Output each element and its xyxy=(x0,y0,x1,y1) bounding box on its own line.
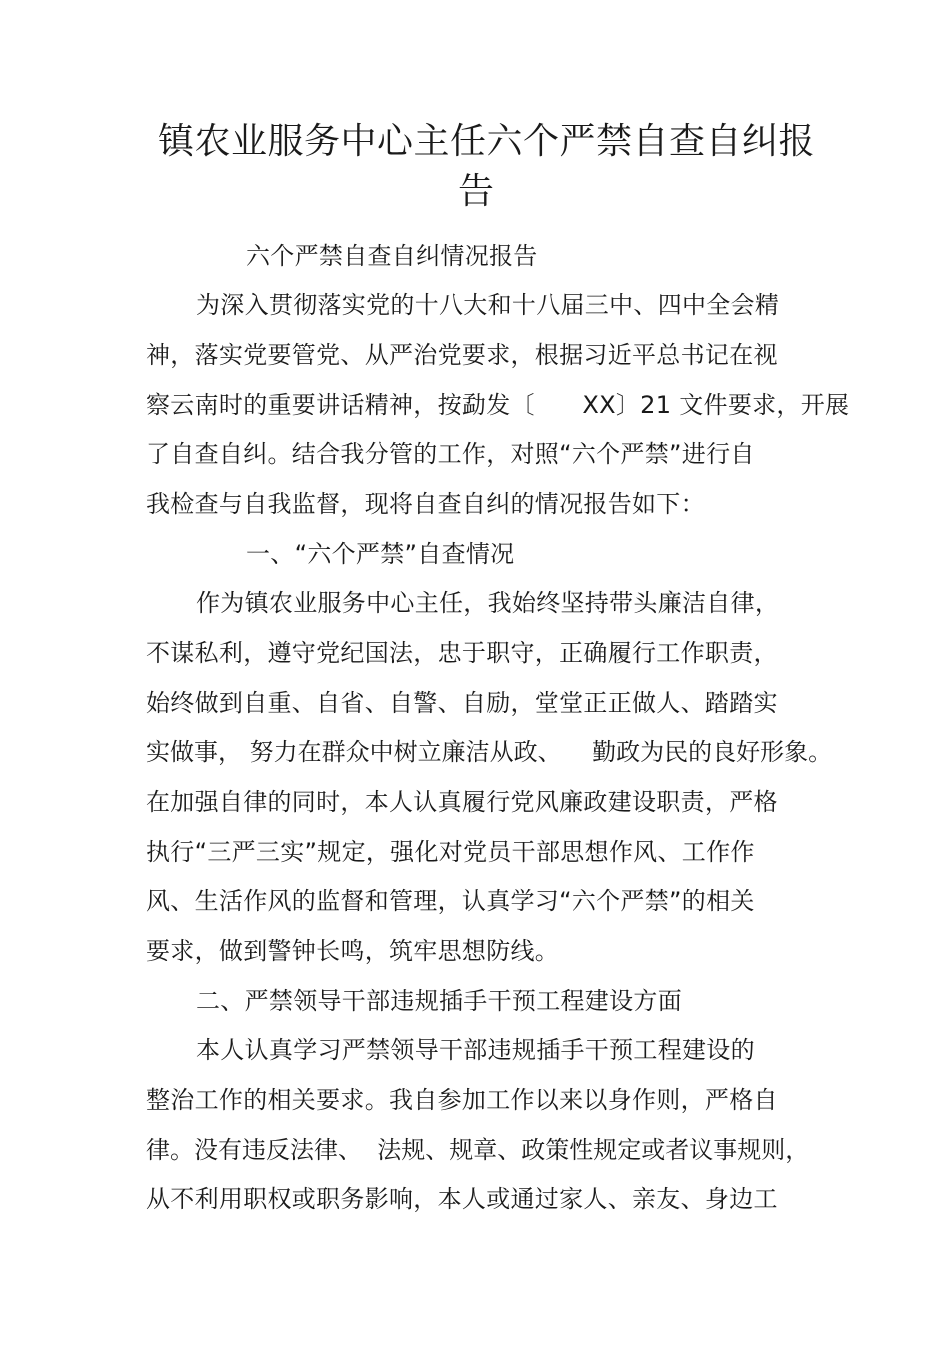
paragraph-line: 实做事， 努力在群众中树立廉洁从政、 勤政为民的良好形象。 xyxy=(146,738,833,766)
paragraph-line: 为深入贯彻落实党的十八大和十八届三中、四中全会精 xyxy=(196,291,780,319)
paragraph-line: 风、生活作风的监督和管理，认真学习“六个严禁”的相关 xyxy=(146,887,755,915)
paragraph-line: 神，落实党要管党、从严治党要求，根据习近平总书记在视 xyxy=(146,341,778,369)
paragraph-line: 从不利用职权或职务影响，本人或通过家人、亲友、身边工 xyxy=(146,1185,778,1213)
paragraph-line: 作为镇农业服务中心主任，我始终坚持带头廉洁自律， xyxy=(196,589,780,617)
paragraph-line: 执行“三严三实”规定，强化对党员干部思想作风、工作作 xyxy=(146,838,755,866)
paragraph-line: 察云南时的重要讲话精神，按勐发〔 XX〕21 文件要求，开展 xyxy=(146,391,850,419)
paragraph-line: 律。没有违反法律、 法规、规章、政策性规定或者议事规则， xyxy=(146,1136,810,1164)
paragraph-line: 了自查自纠。结合我分管的工作，对照“六个严禁”进行自 xyxy=(146,440,755,468)
document-title-line-2: 告 xyxy=(458,171,495,212)
paragraph-line: 始终做到自重、自省、自警、自励，堂堂正正做人、踏踏实 xyxy=(146,689,778,717)
paragraph-line: 本人认真学习严禁领导干部违规插手干预工程建设的 xyxy=(196,1036,755,1064)
paragraph-line: 要求，做到警钟长鸣，筑牢思想防线。 xyxy=(146,937,560,965)
section-heading-1: 一、“六个严禁”自查情况 xyxy=(246,540,515,568)
paragraph-line: 我检查与自我监督，现将自查自纠的情况报告如下： xyxy=(146,490,705,518)
paragraph-line: 整治工作的相关要求。我自参加工作以来以身作则，严格自 xyxy=(146,1086,778,1114)
paragraph-line: 不谋私利，遵守党纪国法，忠于职守，正确履行工作职责， xyxy=(146,639,778,667)
paragraph-line: 在加强自律的同时，本人认真履行党风廉政建设职责，严格 xyxy=(146,788,778,816)
section-heading-2: 二、严禁领导干部违规插手干预工程建设方面 xyxy=(196,987,682,1015)
document-title-line-1: 镇农业服务中心主任六个严禁自查自纠报 xyxy=(158,121,816,162)
subtitle: 六个严禁自查自纠情况报告 xyxy=(246,242,538,270)
